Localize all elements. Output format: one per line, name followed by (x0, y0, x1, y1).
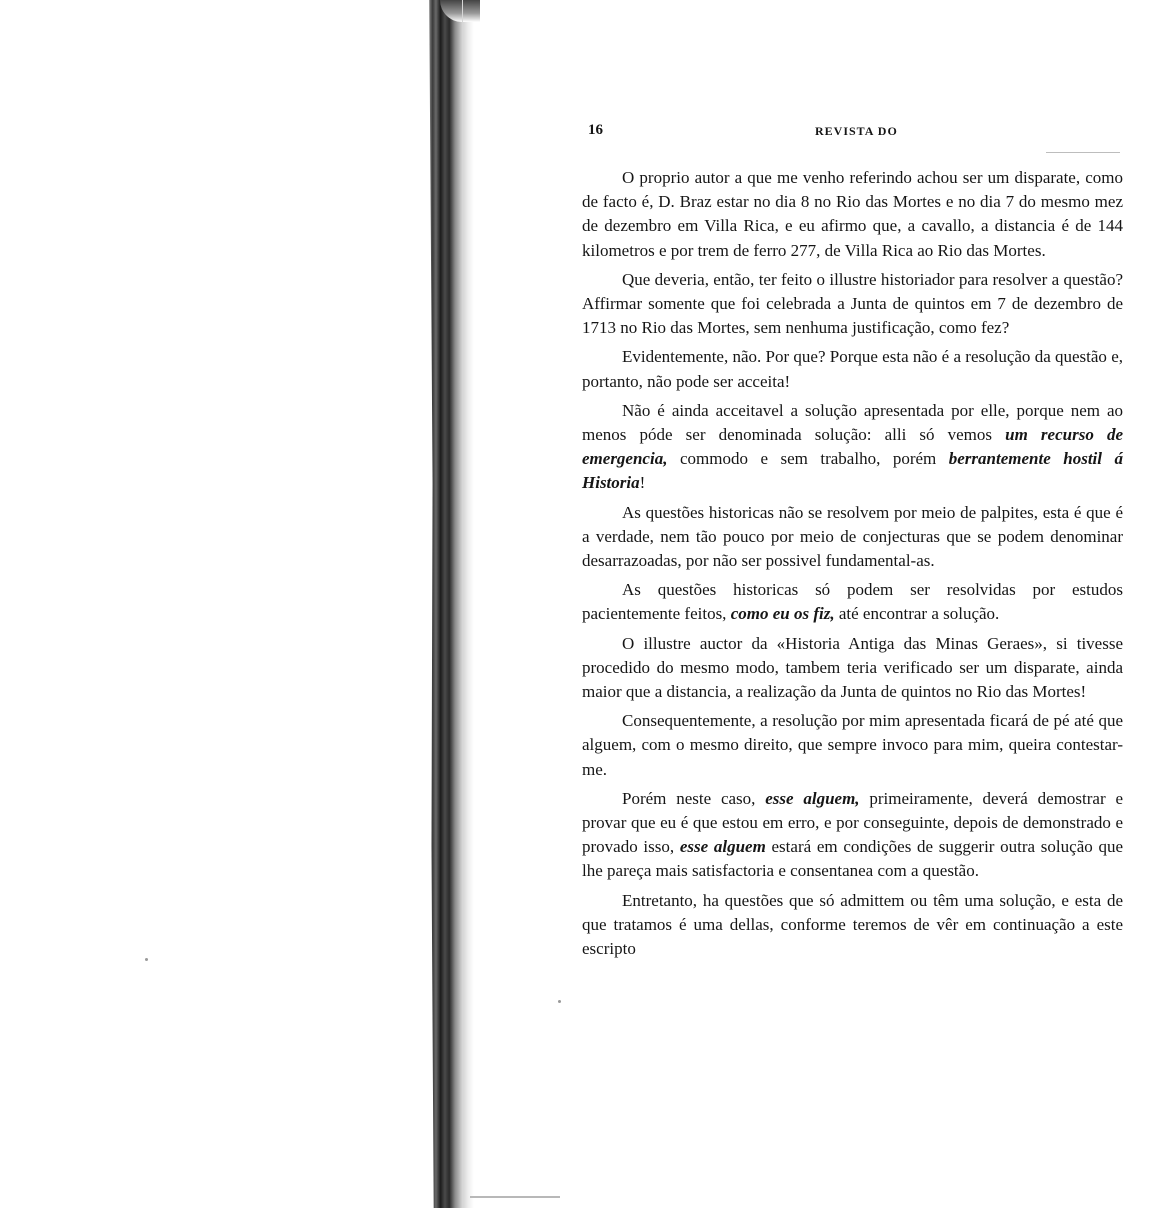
paragraph-text: ! (639, 473, 646, 493)
body-text (582, 166, 1123, 966)
paragraph (582, 889, 1123, 962)
emphasis-text: berrantemente hostil á Historia (582, 449, 1123, 493)
scan-speck (145, 958, 148, 961)
emphasis-text: esse alguem (679, 837, 766, 857)
paragraph (582, 501, 1123, 574)
bottom-edge-mark (470, 1196, 560, 1198)
paragraph-text: O proprio autor a que me venho referindo achou ser um disparate, como de facto é, D. Braz estar no dia 8 no Rio das Mortes e no dia 7 do mesmo mez de dezembro em Villa Rica, e eu afirmo que, a cavallo, a distancia é de 144 kilometros e por trem de ferro 277, de Villa Rica ao Rio das Mortes. (582, 168, 1123, 260)
paragraph-text: primeiramente, deverá demostrar e provar que eu é que estou em erro, e por conseguinte, depois de demonstrado e provado isso, (582, 788, 1123, 857)
running-head: REVISTA DO (815, 124, 898, 138)
emphasis-text: como eu os fiz, (730, 604, 835, 624)
paragraph (582, 787, 1123, 884)
paragraph-text: O illustre auctor da «Historia Antiga das Minas Geraes», si tivesse procedido do mesmo modo, tambem teria verificado ser um disparate, ainda maior que a distancia, a realização da Junta de quintos no Rio das Mortes! (582, 633, 1123, 702)
paragraph-text: Consequentemente, a resolução por mim apresentada ficará de pé até que alguem, com o mesmo direito, que sempre invoco para mim, queira contestar-me. (582, 711, 1123, 779)
paragraph (582, 399, 1123, 496)
paragraph-text: Evidentemente, não. Por que? Porque esta não é a resolução da questão e, portanto, não pode ser acceita! (582, 347, 1123, 391)
paragraph (582, 268, 1123, 341)
header-rule (1046, 152, 1120, 153)
paragraph (582, 709, 1123, 782)
emphasis-text: um recurso de emergencia, (582, 425, 1123, 469)
paragraph-text: Porém neste caso, (622, 788, 766, 808)
paragraph-text: commodo e sem trabalho, porém (667, 449, 949, 469)
paragraph (582, 166, 1123, 263)
page-number: 16 (588, 122, 603, 138)
paragraph-text: Não é ainda acceitavel a solução apresentada por elle, porque nem ao menos póde ser denominada solução: alli só vemos (582, 400, 1123, 445)
paragraph (582, 632, 1123, 705)
paragraph-text: As questões historicas não se resolvem por meio de palpites, esta é que é a verdade, nem tão pouco por meio de conjecturas que se podem denominar desarrazoadas, por não ser possivel fundamental-as. (582, 502, 1123, 571)
paragraph (582, 578, 1123, 626)
emphasis-text: esse alguem, (765, 788, 860, 808)
paragraph-text: até encontrar a solução. (834, 604, 1000, 624)
paragraph-text: As questões historicas só podem ser resolvidas por estudos pacientemente feitos, (582, 580, 1123, 624)
paragraph (582, 345, 1123, 393)
page-header (588, 122, 1118, 146)
paragraph-text: Entretanto, ha questões que só admittem ou têm uma solução, e esta de que tratamos é uma dellas, conforme teremos de vêr em continuação a este escripto (582, 890, 1123, 959)
paragraph-text: estará em condições de suggerir outra solução que lhe pareça mais satisfactoria e consentanea com a questão. (582, 837, 1123, 881)
scan-speck (558, 1000, 561, 1003)
paragraph-text: Que deveria, então, ter feito o illustre historiador para resolver a questão? Affirmar somente que foi celebrada a Junta de quintos em 7 de dezembro de 1713 no Rio das Mortes, sem nenhuma justificação, como fez? (582, 269, 1123, 338)
